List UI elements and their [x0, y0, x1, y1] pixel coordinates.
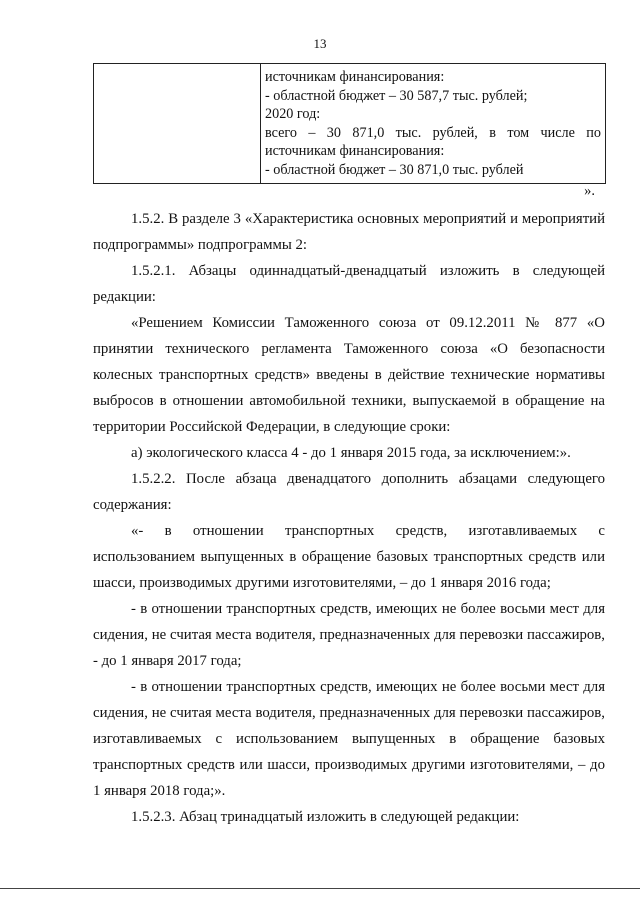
table-cell-empty [94, 64, 261, 184]
page-number: 13 [313, 36, 327, 51]
table-line: источникам финансирования: [265, 143, 445, 159]
financing-table [93, 63, 606, 184]
paragraph: 1.5.2. В разделе 3 «Характеристика основных мероприятий и мероприятий подпрограммы» подпрограммы 2: [93, 211, 605, 253]
table-line: источникам финансирования: [265, 69, 445, 85]
paragraph: 1.5.2.2. После абзаца двенадцатого дополнить абзацами следующего содержания: [93, 471, 605, 513]
paragraph: «Решением Комиссии Таможенного союза от 09.12.2011 № 877 «О принятии технического регламента Таможенного союза «О безопасности колесных транспортных средств» введены в действие технические нормативы выбросов в отношении автомобильной техники, выпускаемой в обращение на территории Российской Федерации, в следующие сроки: [93, 315, 605, 435]
paragraph: - в отношении транспортных средств, имеющих не более восьми мест для сидения, не считая места водителя, предназначенных для перевозки пассажиров, - до 1 января 2017 года; [93, 601, 605, 669]
paragraph: 1.5.2.3. Абзац тринадцатый изложить в следующей редакции: [131, 809, 520, 825]
paragraph: «- в отношении транспортных средств, изготавливаемых с использованием выпущенных в обращение базовых транспортных средств или шасси, производимых другими изготовителями, – до 1 января 2016 года; [93, 523, 605, 591]
page-bottom-edge [0, 888, 640, 889]
paragraph: - в отношении транспортных средств, имеющих не более восьми мест для сидения, не считая места водителя, предназначенных для перевозки пассажиров, изготавливаемых с использованием выпущенных в обращение базовых транспортных средств или шасси, производимых другими изготовителями, – до 1 января 2018 года;». [93, 679, 605, 799]
document-body [93, 206, 605, 830]
table-line: - областной бюджет – 30 871,0 тыс. рублей [265, 161, 524, 178]
table-row [94, 64, 606, 184]
table-line: всего – 30 871,0 тыс. рублей, в том числе по [265, 124, 601, 141]
paragraph: 1.5.2.1. Абзацы одиннадцатый-двенадцатый изложить в следующей редакции: [93, 263, 605, 305]
table-line: 2020 год: [265, 106, 321, 122]
table-cell-financing [261, 64, 606, 184]
table-line: - областной бюджет – 30 587,7 тыс. рублей; [265, 87, 528, 104]
paragraph: а) экологического класса 4 - до 1 января 2015 года, за исключением:». [131, 445, 571, 461]
quote-close-mark: ». [584, 183, 595, 199]
